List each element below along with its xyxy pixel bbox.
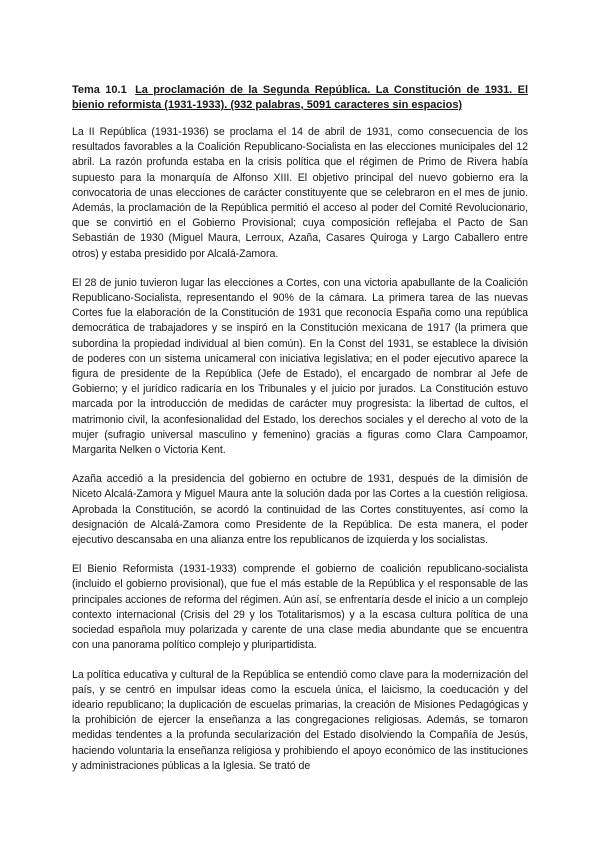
title-text: La proclamación de la Segunda República. La Constitución de 1931. El bienio reformista (1931-1933). (932 palabras, 5091 caracteres sin espacios) <box>72 84 529 111</box>
paragraph-3: Azaña accedió a la presidencia del gobierno en octubre de 1931, después de la dimisión de Niceto Alcalá-Zamora y Miguel Maura ante la solución dada por las Cortes a la cuestión religiosa. Aprobada la Constitución, se acordó la continuidad de las Cortes constituyentes, así como la designación de Alcalá-Zamora como Presidente de la República. De esta manera, el poder ejecutivo descansaba en una alianza entre los republicanos de izquierda y los socialistas. <box>72 473 528 547</box>
document-title <box>72 83 528 113</box>
paragraph-4: El Bienio Reformista (1931-1933) comprende el gobierno de coalición republicano-socialista (incluido el gobierno provisional), que fue el más estable de la República y el responsable de las principales acciones de reforma del régimen. Aún así, se enfrentaría desde el inicio a un complejo contexto internacional (Crisis del 29 y los Totalitarismos) y a la escasa cultura política de una sociedad española muy polarizada y carente de una clase media abundante que se encuentra con una panorama político complejo y pluripartidista. <box>72 563 528 652</box>
paragraph-1: La II República (1931-1936) se proclama el 14 de abril de 1931, como consecuencia de los resultados favorables a la Coalición Republicano-Socialista en las elecciones municipales del 12 abril. La razón profunda estaba en la crisis política que el régimen de Primo de Rivera había supuesto para la monarquía de Alfonso XIII. El objetivo principal del nuevo gobierno era la convocatoria de unas elecciones de carácter constituyente que se celebraron en el mes de junio. Además, la proclamación de la República permitió el acceso al poder del Comité Revolucionario, que se convirtió en el Gobierno Provisional; cuya composición reflejaba el Pacto de San Sebastián de 1930 (Miguel Maura, Lerroux, Azaña, Casares Quiroga y Largo Caballero entre otros) y estaba presidido por Alcalá-Zamora. <box>72 126 528 260</box>
paragraph-2: El 28 de junio tuvieron lugar las elecciones a Cortes, con una victoria apabullante de la Coalición Republicano-Socialista, representando el 90% de la cámara. La primera tarea de las nuevas Cortes fue la elaboración de la Constitución de 1931 que reconocía España como una república democrática de trabajadores y se inspiró en la Constitución mexicana de 1917 (la primera que subordina la propiedad individual al bien común). En la Const del 1931, se establece la división de poderes con un sistema unicameral con iniciativa legislativa; en el poder ejecutivo aparece la figura de presidente de la República (Jefe de Estado), el encargado de nombrar al Jefe de Gobierno; y el jurídico radicaría en los Tribunales y el juicio por jurados. La Constitución estuvo marcada por la introducción de medidas de carácter muy progresista: la libertad de cultos, el matrimonio civil, la aconfesionalidad del Estado, los derechos sociales y el derecho al voto de la mujer (sufragio universal masculino y femenino) gracias a figuras como Clara Campoamor, Margarita Nelken o Victoria Kent. <box>72 276 528 457</box>
topic-label: Tema 10.1 <box>72 84 127 96</box>
paragraph-5: La política educativa y cultural de la República se entendió como clave para la modernización del país, y se centró en impulsar ideas como la escuela única, el laicismo, la coeducación y del ideario republicano; la duplicación de escuelas primarias, la creación de Misiones Pedagógicas y la prohibición de ejercer la enseñanza a las congregaciones religiosas. Además, se tomaron medidas tendentes a la profunda secularización del Estado disolviendo la Compañía de Jesús, haciendo voluntaria la enseñanza religiosa y prohibiendo el apoyo económico de las instituciones y administraciones públicas a la Iglesia. Se trató de <box>72 668 528 772</box>
